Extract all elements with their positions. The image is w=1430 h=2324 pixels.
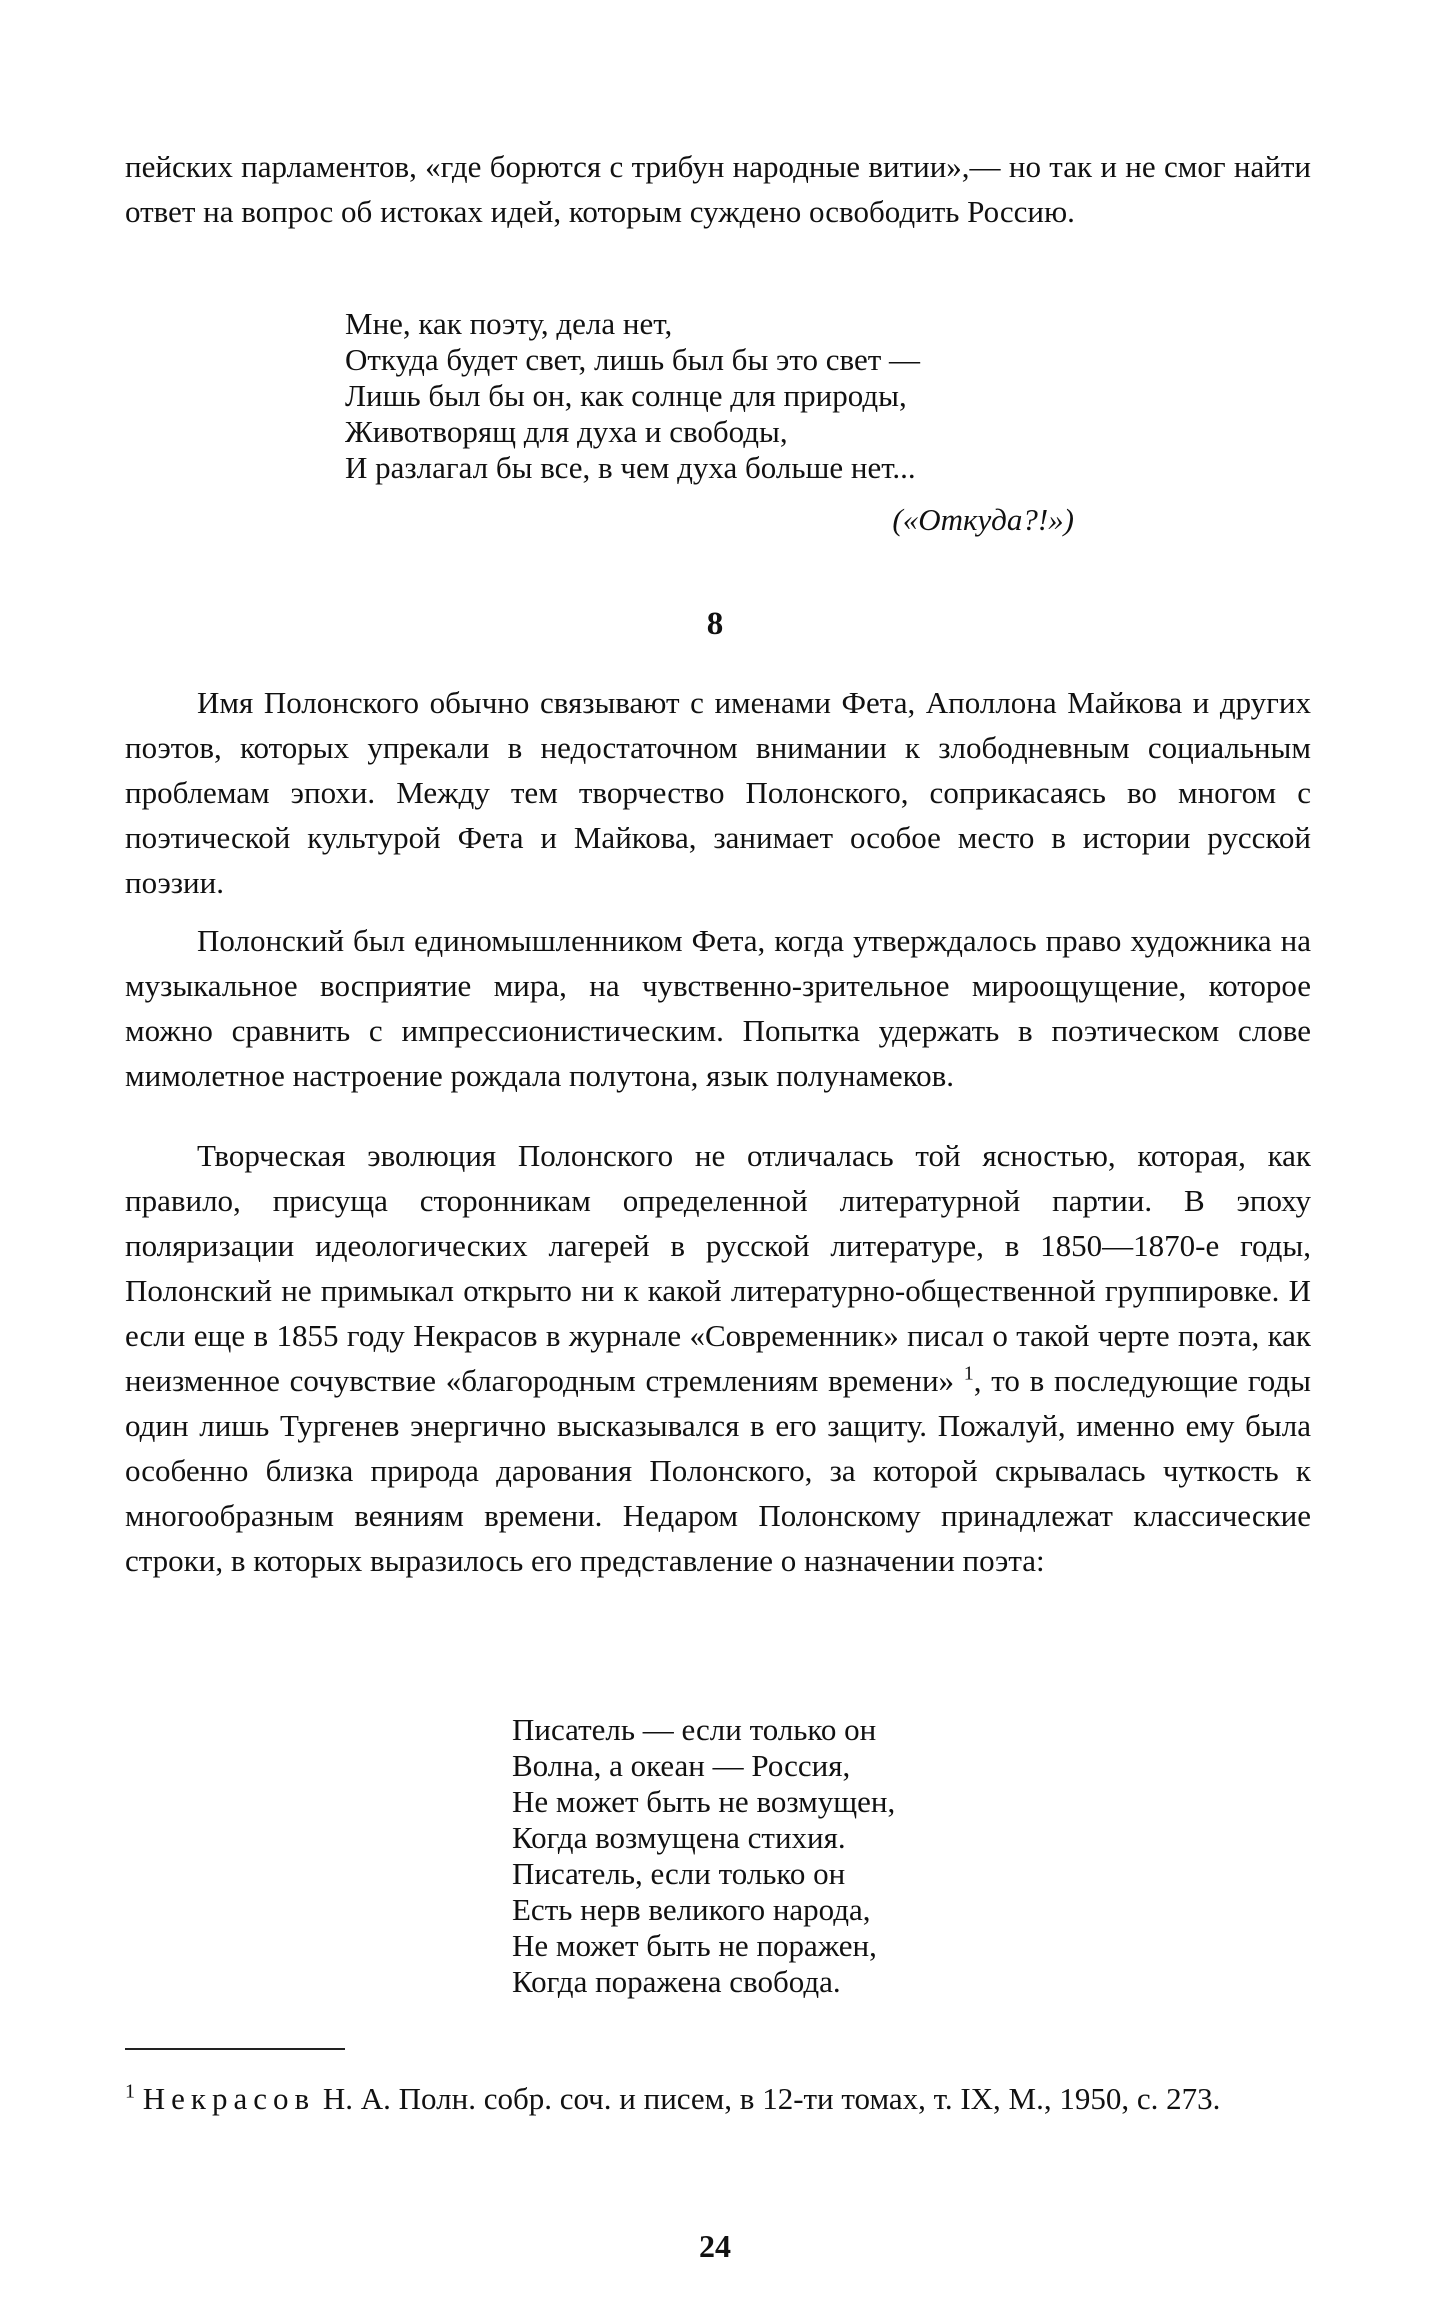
paragraph: Имя Полонского обычно связывают с именами Фета, Аполлона Майкова и других поэтов, которых упрекали в недостаточном внимании к злободневным социальным проблемам эпохи. Между тем творчество Полонского, соприкасаясь во многом с поэтической культурой Фета и Майкова, занимает особое место в истории русской поэзии. [125,685,1311,900]
footnote-text: Н. А. Полн. собр. соч. и писем, в 12-ти томах, т. IX, М., 1950, с. 273. [322,2081,1221,2116]
verse-line: Писатель — если только он [512,1712,877,1747]
verse-source: («Откуда?!») [892,502,1074,537]
verse-line: Волна, а океан — Россия, [512,1748,851,1783]
verse-line: Откуда будет свет, лишь был бы это свет — [345,342,920,377]
footnote [125,2077,1311,2121]
page-number: 24 [699,2228,731,2264]
footnote-author: Некрасов [142,2081,316,2116]
footnote-reference[interactable]: 1 [963,1362,974,1385]
paragraph: Творческая эволюция Полонского не отличалась той ясностью, которая, как правило, присуща сторонникам определенной литературной партии. В эпоху поляризации идеологических лагерей в русской литературе, в 1850—1870-е годы, Полонский не примыкал открыто ни к какой литературно-общественной группировке. И если еще в 1855 году Некрасов в журнале «Современник» писал о такой черте поэта, как неизменное сочувствие «благородным стремлениям времени» $^1$, то в последующие годы один лишь Тургенев энергично высказывался в его защиту. Пожалуй, именно ему была особенно близка природа дарования Полонского, за которой скрывалась чуткость к многообразным веяниям времени. Недаром Полонскому принадлежат классические строки, в которых выразилось его представление о назначении поэта: [125,1138,1311,1578]
verse-line: Мне, как поэту, дела нет, [345,306,673,341]
verse-quote-2 [512,1712,895,2000]
verse-line: Не может быть не поражен, [512,1928,877,1963]
verse-line: Когда поражена свобода. [512,1964,841,1999]
verse-line: Когда возмущена стихия. [512,1820,846,1855]
verse-line: Писатель, если только он [512,1856,846,1891]
paragraph: Полонский был единомышленником Фета, когда утверждалось право художника на музыкальное восприятие мира, на чувственно-зрительное мироощущение, которое можно сравнить с импрессионистическим. Попытка удержать в поэтическом слове мимолетное настроение рождала полутона, язык полунамеков. [125,923,1311,1093]
verse-line: Не может быть не возмущен, [512,1784,896,1819]
footnote-divider [125,2048,345,2050]
section-number: 8 [706,606,724,642]
paragraph-continuation: пейских парламентов, «где борются с трибун народные витии»,— но так и не смог найти ответ на вопрос об истоках идей, которым суждено освободить Россию. [125,149,1311,229]
footnote-marker: 1 [125,2080,135,2103]
verse-line: И разлагал бы все, в чем духа больше нет... [345,450,916,485]
verse-line: Животворящ для духа и свободы, [345,414,788,449]
verse-quote-1 [345,306,920,486]
verse-line: Лишь был бы он, как солнце для природы, [345,378,907,413]
verse-line: Есть нерв великого народа, [512,1892,871,1927]
